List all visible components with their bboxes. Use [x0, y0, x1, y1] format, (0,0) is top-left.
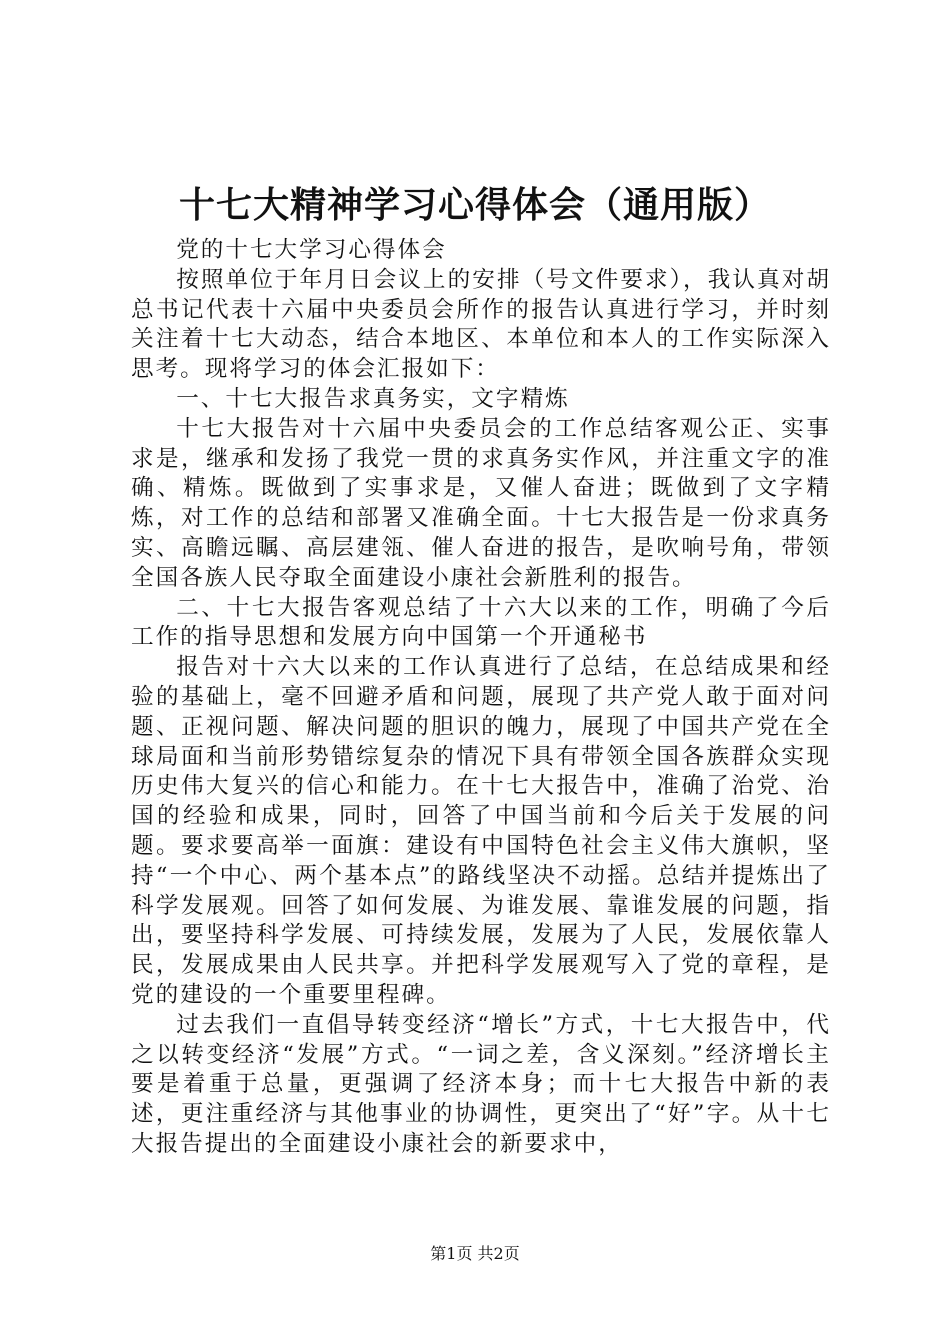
document-title: 十七大精神学习心得体会（通用版） — [178, 184, 771, 226]
paragraph-section-three: 过去我们一直倡导转变经济“增长”方式，十七大报告中，代之以转变经济“发展”方式。“一词之差，含义深刻。”经济增长主要是着重于总量，更强调了经济本身；而十七大报告中新的表述，更注重经济与其他事业的协调性，更突出了“好”字。从十七大报告提出的全面建设小康社会的新要求中， — [131, 1011, 831, 1157]
paragraph-heading-one: 一、十七大报告求真务实，文字精炼 — [176, 385, 570, 412]
paragraph-heading-two: 二、十七大报告客观总结了十六大以来的工作，明确了今后工作的指导思想和发展方向中国第一个开通秘书 — [131, 594, 831, 651]
paragraph-subtitle: 党的十七大学习心得体会 — [176, 237, 447, 263]
paragraph-section-one: 十七大报告对十六届中央委员会的工作总结客观公正、实事求是，继承和发扬了我党一贯的求真务实作风，并注重文字的准确、精炼。既做到了实事求是，又催人奋进；既做到了文字精炼，对工作的总结和部署又准确全面。十七大报告是一份求真务实、高瞻远瞩、高层建瓴、催人奋进的报告，是吹响号角，带领全国各族人民夺取全面建设小康社会新胜利的报告。 — [131, 415, 831, 591]
document-body — [131, 236, 831, 1160]
paragraph-section-two: 报告对十六大以来的工作认真进行了总结，在总结成果和经验的基础上，毫不回避矛盾和问题，展现了共产党人敢于面对问题、正视问题、解决问题的胆识的魄力，展现了中国共产党在全球局面和当前形势错综复杂的情况下具有带领全国各族群众实现历史伟大复兴的信心和能力。在十七大报告中，准确了治党、治国的经验和成果，同时，回答了中国当前和今后关于发展的问题。要求要高举一面旗：建设有中国特色社会主义伟大旗帜，坚持“一个中心、两个基本点”的路线坚决不动摇。总结并提炼出了科学发展观。回答了如何发展、为谁发展、靠谁发展的问题，指出，要坚持科学发展、可持续发展，发展为了人民，发展依靠人民，发展成果由人民共享。并把科学发展观写入了党的章程，是党的建设的一个重要里程碑。 — [131, 654, 831, 1008]
paragraph-intro: 按照单位于年月日会议上的安排（号文件要求），我认真对胡总书记代表十六届中央委员会所作的报告认真进行学习，并时刻关注着十七大动态，结合本地区、本单位和本人的工作实际深入思考。现将学习的体会汇报如下： — [131, 266, 831, 383]
page-footer: 第1页 共2页 — [430, 1244, 520, 1263]
